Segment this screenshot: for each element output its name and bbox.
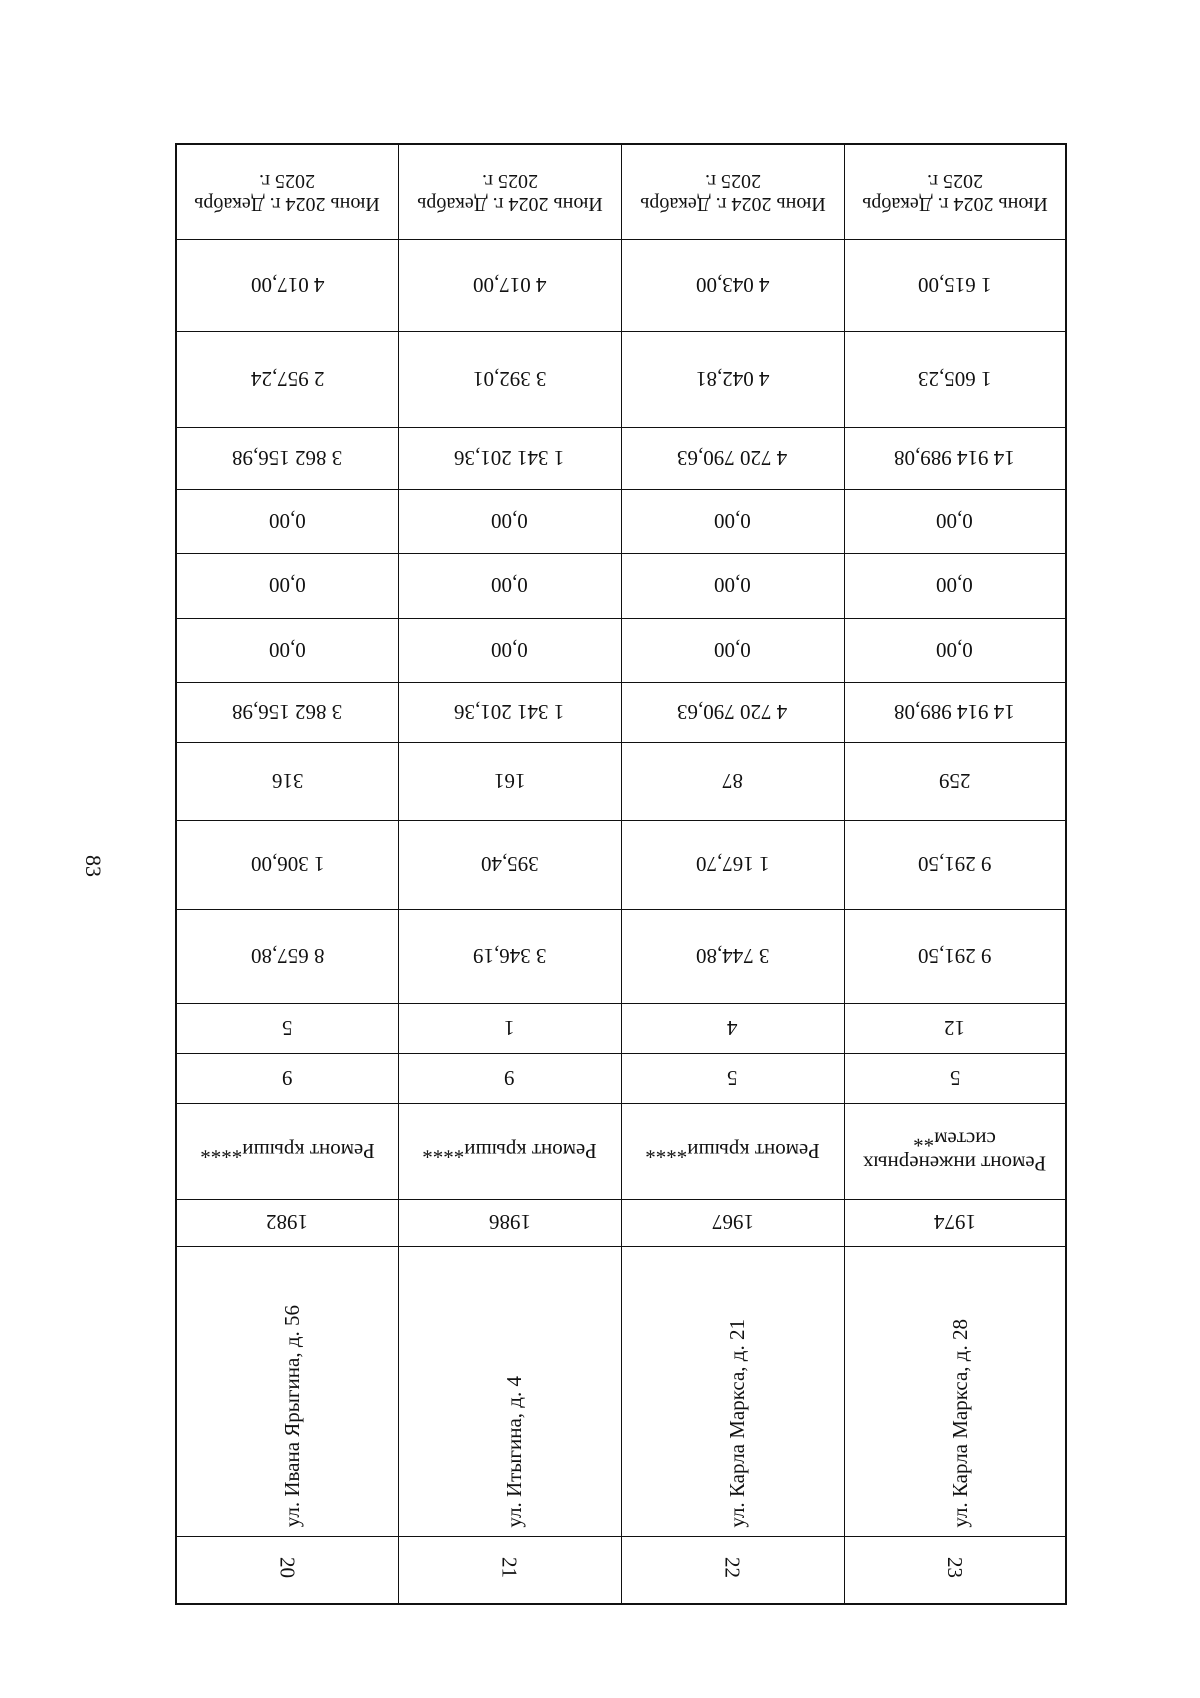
address-cell: ул. Ивана Ярыгина, д. 56	[280, 1305, 305, 1528]
table-row	[176, 742, 1066, 820]
limit-cost-cell: 4 017,00	[472, 273, 547, 298]
floors-cell: 9	[504, 1066, 515, 1091]
entrances-cell: 5	[282, 1016, 293, 1041]
total-cost-cell: 3 862 156,98	[232, 700, 343, 725]
unit-cost-cell: 3 392,01	[472, 367, 547, 392]
total-cost-cell: 1 341 201,36	[454, 700, 565, 725]
total-area-cell: 3 744,80	[695, 944, 770, 969]
address-cell: ул. Итыгина, д. 4	[502, 1375, 527, 1528]
row-number-cell: 23	[942, 1556, 967, 1578]
table-row	[176, 618, 1066, 682]
regional-fund-cell: 0,00	[714, 573, 751, 598]
year-cell: 1982	[266, 1210, 309, 1235]
floors-cell: 5	[727, 1066, 738, 1091]
table-row	[176, 909, 1066, 1003]
table-row	[176, 1246, 1066, 1536]
living-area-cell: 395,40	[480, 852, 539, 877]
limit-cost-cell: 4 043,00	[695, 273, 770, 298]
residents-cell: 87	[722, 769, 743, 794]
table-row	[176, 1536, 1066, 1604]
work-type-cell: Ремонт крыши****	[645, 1139, 820, 1164]
federal-fund-cell: 0,00	[936, 638, 974, 663]
year-cell: 1967	[711, 1210, 754, 1235]
living-area-cell: 1 306,00	[250, 852, 324, 877]
work-type-cell: Ремонт крыши****	[422, 1139, 597, 1164]
page-number: 83	[81, 855, 106, 877]
owners-fund-cell: 4 720 790,63	[677, 446, 788, 471]
local-fund-cell: 0,00	[268, 509, 306, 534]
total-cost-cell: 14 914 989,08	[894, 700, 1016, 725]
address-cell: ул. Карла Маркса, д. 21	[725, 1318, 750, 1528]
federal-fund-cell: 0,00	[268, 638, 306, 663]
period-cell: Июнь 2024 г. Декабрь 2025 г.	[639, 169, 826, 215]
scan-artifact	[860, 1615, 1080, 1685]
table-row	[176, 553, 1066, 618]
year-cell: 1986	[488, 1210, 531, 1235]
table-row	[176, 1103, 1066, 1199]
total-area-cell: 3 346,19	[472, 944, 547, 969]
local-fund-cell: 0,00	[936, 509, 974, 534]
table-row	[176, 489, 1066, 553]
total-area-cell: 8 657,80	[250, 944, 324, 969]
local-fund-cell: 0,00	[491, 509, 528, 534]
row-number-cell: 20	[275, 1556, 300, 1578]
living-area-cell: 9 291,50	[918, 852, 992, 877]
living-area-cell: 1 167,70	[695, 852, 770, 877]
residents-cell: 259	[939, 769, 971, 794]
floors-cell: 9	[282, 1066, 293, 1091]
year-cell: 1974	[933, 1210, 976, 1235]
residents-cell: 161	[493, 769, 526, 794]
total-cost-cell: 4 720 790,63	[677, 700, 788, 725]
unit-cost-cell: 4 042,81	[695, 367, 770, 392]
repair-program-table	[175, 143, 1065, 1603]
limit-cost-cell: 1 615,00	[918, 273, 992, 298]
total-area-cell: 9 291,50	[918, 944, 992, 969]
period-cell: Июнь 2024 г. Декабрь 2025 г.	[862, 169, 1048, 215]
table-row	[176, 427, 1066, 489]
work-type-cell: Ремонт крыши****	[200, 1139, 375, 1164]
entrances-cell: 4	[727, 1016, 738, 1041]
residents-cell: 316	[271, 769, 303, 794]
table-row	[176, 1003, 1066, 1053]
owners-fund-cell: 14 914 989,08	[894, 446, 1016, 471]
entrances-cell: 12	[944, 1016, 966, 1041]
row-number-cell: 22	[720, 1556, 745, 1578]
unit-cost-cell: 1 605,23	[918, 367, 992, 392]
row-number-cell: 21	[497, 1556, 522, 1578]
period-cell: Июнь 2024 г. Декабрь 2025 г.	[194, 169, 381, 215]
table-row	[176, 682, 1066, 742]
table-row	[176, 1199, 1066, 1246]
regional-fund-cell: 0,00	[936, 573, 974, 598]
regional-fund-cell: 0,00	[491, 573, 528, 598]
table-row	[176, 820, 1066, 909]
floors-cell: 5	[949, 1066, 960, 1091]
table-row	[176, 331, 1066, 427]
federal-fund-cell: 0,00	[491, 638, 528, 663]
limit-cost-cell: 4 017,00	[250, 273, 324, 298]
address-cell: ул. Карла Маркса, д. 28	[947, 1318, 972, 1528]
table-row	[176, 1053, 1066, 1103]
owners-fund-cell: 3 862 156,98	[232, 446, 343, 471]
work-type-cell: Ремонт инженерных систем**	[863, 1127, 1047, 1176]
table-row	[176, 144, 1066, 239]
federal-fund-cell: 0,00	[714, 638, 751, 663]
period-cell: Июнь 2024 г. Декабрь 2025 г.	[416, 169, 603, 215]
unit-cost-cell: 2 957,24	[250, 367, 324, 392]
entrances-cell: 1	[504, 1016, 515, 1041]
owners-fund-cell: 1 341 201,36	[454, 446, 565, 471]
local-fund-cell: 0,00	[714, 509, 751, 534]
table-row	[176, 239, 1066, 331]
regional-fund-cell: 0,00	[268, 573, 306, 598]
